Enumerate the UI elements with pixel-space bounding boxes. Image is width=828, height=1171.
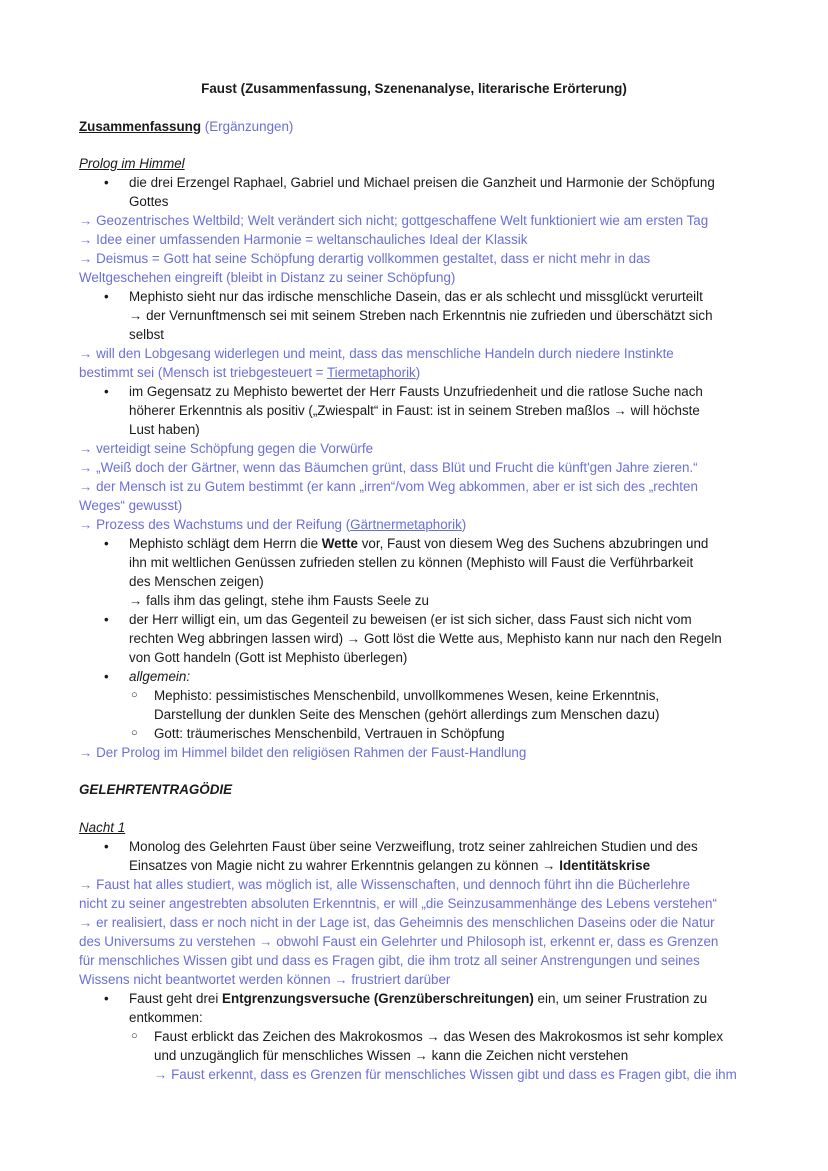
- bullet-marker: •: [104, 384, 109, 399]
- bullet-line: [129, 856, 650, 875]
- bullet-line: [129, 534, 708, 553]
- bullet-marker: •: [104, 839, 109, 854]
- annotation-line: Weltgeschehen eingreift (bleibt in Distanz zu seiner Schöpfung): [79, 270, 456, 285]
- annotation-line: → verteidigt seine Schöpfung gegen die Vorwürfe: [79, 441, 374, 456]
- section-heading-zusammenfassung: [79, 117, 293, 136]
- sub-bullet-marker: ○: [131, 727, 138, 739]
- term-wette: Wette: [321, 536, 358, 551]
- bullet-line: ihn mit weltlichen Genüssen zufrieden stellen zu können (Mephisto will Faust die Verführbarkeit: [129, 555, 694, 570]
- bullet-marker: •: [104, 289, 109, 304]
- bullet-line: höherer Erkenntnis als positiv („Zwiespalt“ in Faust: ist in seinem Streben maßlos → will höchste: [129, 403, 700, 418]
- bullet-line: von Gott handeln (Gott ist Mephisto überlegen): [129, 650, 408, 665]
- annotation-line: → Idee einer umfassenden Harmonie = weltanschauliches Ideal der Klassik: [79, 232, 528, 247]
- annotation-line: → Geozentrisches Weltbild; Welt verändert sich nicht; gottgeschaffene Welt funktioniert wie am ersten Tag: [79, 213, 709, 228]
- bullet-marker: •: [104, 991, 109, 1006]
- bullet-marker: •: [104, 536, 109, 551]
- annotation-line: → Der Prolog im Himmel bildet den religiösen Rahmen der Faust-Handlung: [79, 745, 527, 760]
- subheading-nacht: Nacht 1: [79, 820, 126, 835]
- heading-note: (Ergänzungen): [204, 119, 294, 134]
- bullet-text: Einsatzes von Magie nicht zu wahrer Erkenntnis gelangen zu können →: [129, 858, 560, 873]
- annotation-line: Wissens nicht beantwortet werden können → frustriert darüber: [79, 972, 451, 987]
- annotation-line: → „Weiß doch der Gärtner, wenn das Bäumchen grünt, dass Blüt und Frucht die künft'gen Jahre zieren.“: [79, 460, 698, 475]
- bullet-line: → falls ihm das gelingt, stehe ihm Fausts Seele zu: [129, 593, 429, 608]
- bullet-text: Faust geht drei: [129, 991, 223, 1006]
- sub-bullet-line: Faust erblickt das Zeichen des Makrokosmos → das Wesen des Makrokosmos ist sehr komplex: [154, 1029, 724, 1044]
- bullet-marker: •: [104, 175, 109, 190]
- annotation-line: → will den Lobgesang widerlegen und meint, dass das menschliche Handeln durch niedere Instinkte: [79, 346, 674, 361]
- bullet-line: Lust haben): [129, 422, 200, 437]
- bullet-text: ein, um seiner Frustration zu: [533, 991, 708, 1006]
- annotation-line: Weges“ gewusst): [79, 498, 183, 513]
- annotation-text: → Prozess des Wachstums und der Reifung (: [79, 517, 351, 532]
- sub-bullet-marker: ○: [131, 689, 138, 701]
- sub-bullet-line: Gott: träumerisches Menschenbild, Vertrauen in Schöpfung: [154, 726, 505, 741]
- bullet-line: rechten Weg abbringen lassen wird) → Gott löst die Wette aus, Mephisto kann nur nach den Regeln: [129, 631, 722, 646]
- bullet-line: allgemein:: [129, 669, 191, 684]
- sub-bullet-line: Mephisto: pessimistisches Menschenbild, unvollkommenes Wesen, keine Erkenntnis,: [154, 688, 660, 703]
- bullet-text: Mephisto schlägt dem Herrn die: [129, 536, 322, 551]
- annotation-line: [79, 515, 466, 534]
- sub-bullet-line: und unzugänglich für menschliches Wissen → kann die Zeichen nicht verstehen: [154, 1048, 629, 1063]
- bullet-marker: •: [104, 669, 109, 684]
- section-heading-gelehrtentragoedie: GELEHRTENTRAGÖDIE: [79, 782, 233, 797]
- bullet-line: die drei Erzengel Raphael, Gabriel und Michael preisen die Ganzheit und Harmonie der Schöpfung: [129, 175, 715, 190]
- bullet-line: im Gegensatz zu Mephisto bewertet der Herr Fausts Unzufriedenheit und die ratlose Suche nach: [129, 384, 703, 399]
- annotation-line: → er realisiert, dass er noch nicht in der Lage ist, das Geheimnis des menschlichen Daseins oder die Natur: [79, 915, 715, 930]
- bullet-line: Monolog des Gelehrten Faust über seine Verzweiflung, trotz seiner zahlreichen Studien und des: [129, 839, 698, 854]
- annotation-line: → Deismus = Gott hat seine Schöpfung derartig vollkommen gestaltet, dass er nicht mehr in das: [79, 251, 651, 266]
- bullet-line: → der Vernunftmensch sei mit seinem Streben nach Erkenntnis nie zufrieden und überschätzt sich: [129, 308, 713, 323]
- annotation-text: bestimmt sei (Mensch ist triebgesteuert =: [79, 365, 327, 380]
- annotation-line: → Faust hat alles studiert, was möglich ist, alle Wissenschaften, und dennoch führt ihn die Bücherlehre: [79, 877, 691, 892]
- subheading-prolog: Prolog im Himmel: [79, 156, 185, 171]
- annotation-line: → Faust erkennt, dass es Grenzen für menschliches Wissen gibt und dass es Fragen gibt, die ihm: [154, 1067, 737, 1082]
- bullet-line: Gottes: [129, 194, 169, 209]
- annotation-text: ): [415, 365, 421, 380]
- annotation-line: [79, 363, 420, 382]
- annotation-line: des Universums zu verstehen → obwohl Faust ein Gelehrter und Philosoph ist, erkennt er, dass es Grenzen: [79, 934, 719, 949]
- bullet-marker: •: [104, 612, 109, 627]
- sub-bullet-marker: ○: [131, 1030, 138, 1042]
- annotation-line: für menschliches Wissen gibt und dass es Fragen gibt, die ihm trotz all seiner Anstrengungen und seines: [79, 953, 700, 968]
- term-gaertnermetaphorik: Gärtnermetaphorik: [350, 517, 462, 532]
- bullet-text: vor, Faust von diesem Weg des Suchens abzubringen und: [357, 536, 709, 551]
- bullet-line: [129, 989, 707, 1008]
- term-identitaetskrise: Identitätskrise: [559, 858, 651, 873]
- page-title: Faust (Zusammenfassung, Szenenanalyse, literarische Erörterung): [201, 81, 627, 96]
- annotation-text: ): [461, 517, 467, 532]
- bullet-line: entkommen:: [129, 1010, 203, 1025]
- annotation-line: → der Mensch ist zu Gutem bestimmt (er kann „irren“/vom Weg abkommen, aber er ist sich des „rechten: [79, 479, 698, 494]
- heading-text: Zusammenfassung: [79, 119, 202, 134]
- annotation-line: nicht zu seiner angestrebten absoluten Erkenntnis, er will „die Seinzusammenhänge des Lebens verstehen“: [79, 896, 717, 911]
- bullet-line: Mephisto sieht nur das irdische menschliche Dasein, das er als schlecht und missglückt verurteilt: [129, 289, 703, 304]
- bullet-line: selbst: [129, 327, 164, 342]
- term-tiermetaphorik: Tiermetaphorik: [326, 365, 416, 380]
- term-entgrenzungsversuche: Entgrenzungsversuche (Grenzüberschreitungen): [222, 991, 534, 1006]
- bullet-line: der Herr willigt ein, um das Gegenteil zu beweisen (er ist sich sicher, dass Faust sich nicht vom: [129, 612, 692, 627]
- sub-bullet-line: Darstellung der dunklen Seite des Menschen (gehört allerdings zum Menschen dazu): [154, 707, 660, 722]
- bullet-line: des Menschen zeigen): [129, 574, 264, 589]
